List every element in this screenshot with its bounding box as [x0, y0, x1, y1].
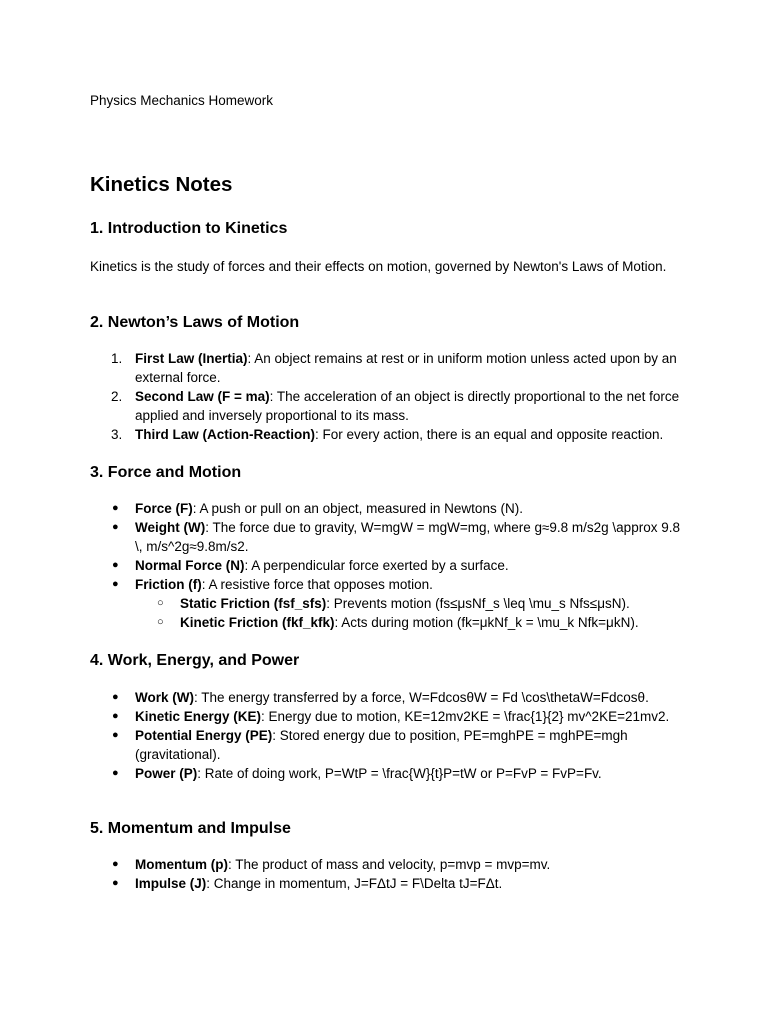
list-item-text: : A resistive force that opposes motion.	[201, 577, 433, 592]
hollow-bullet-icon: ○	[157, 597, 164, 609]
list-item	[90, 575, 690, 594]
section-heading: 1. Introduction to Kinetics	[90, 220, 288, 237]
bullet-icon: ●	[112, 729, 119, 741]
list-item-term: Power (P)	[135, 766, 198, 781]
bullet-list	[90, 499, 690, 632]
list-item-text: : The product of mass and velocity, p=mvp = mvp=mv.	[227, 857, 551, 872]
bullet-icon: ●	[112, 578, 119, 590]
page-title: Kinetics Notes	[90, 173, 233, 196]
bullet-icon: ●	[112, 521, 119, 533]
document-header: Physics Mechanics Homework	[90, 93, 274, 108]
list-item-text: : Change in momentum, J=FΔtJ = F\Delta tJ=FΔt.	[206, 876, 503, 891]
list-item	[90, 349, 690, 387]
list-item	[90, 707, 690, 726]
bullet-icon: ●	[112, 858, 119, 870]
bullet-icon: ●	[112, 559, 119, 571]
list-item-term: First Law (Inertia)	[135, 351, 248, 366]
list-item	[90, 726, 690, 764]
list-item-term: Kinetic Energy (KE)	[135, 709, 262, 724]
list-item-term: Friction (f)	[135, 577, 202, 592]
list-item-term: Force (F)	[135, 501, 193, 516]
list-item	[90, 499, 690, 518]
list-item	[90, 518, 690, 556]
bullet-icon: ●	[112, 767, 119, 779]
section-work-energy-power	[90, 651, 690, 783]
list-item-term: Momentum (p)	[135, 857, 228, 872]
list-item-text: : A push or pull on an object, measured in Newtons (N).	[192, 501, 523, 516]
list-item-term: Work (W)	[135, 690, 194, 705]
list-item-term: Potential Energy (PE)	[135, 728, 273, 743]
list-item-term: Third Law (Action-Reaction)	[135, 427, 315, 442]
list-item	[90, 874, 690, 893]
list-item	[90, 764, 690, 783]
hollow-bullet-icon: ○	[157, 616, 164, 628]
section-paragraph: Kinetics is the study of forces and their effects on motion, governed by Newton's Laws of Motion.	[90, 259, 667, 274]
list-item-term: Second Law (F = ma)	[135, 389, 270, 404]
list-item-text: : The force due to gravity, W=mgW = mgW=mg, where g≈9.8 m/s2g \approx 9.8 \, m/s^2g≈9.8m/s2.	[135, 520, 680, 554]
list-item-term: Weight (W)	[135, 520, 206, 535]
bullet-icon: ●	[112, 710, 119, 722]
list-item	[90, 387, 690, 425]
list-item-text: : Energy due to motion, KE=12mv2KE = \frac{1}{2} mv^2KE=21mv2.	[261, 709, 670, 724]
list-item-text: : Prevents motion (fs≤μsNf_s \leq \mu_s Nfs≤μsN).	[326, 596, 630, 611]
bullet-icon: ●	[112, 502, 119, 514]
section-force-and-motion	[90, 463, 690, 632]
sub-list-item	[90, 594, 690, 613]
list-item-term: Static Friction (fsf_sfs)	[180, 596, 327, 611]
section-heading: 5. Momentum and Impulse	[90, 820, 291, 837]
section-newtons-laws	[90, 313, 690, 444]
list-item-text: : An object remains at rest or in uniform motion unless acted upon by an external force.	[135, 351, 677, 385]
list-item-text: : The acceleration of an object is directly proportional to the net force applied and inversely proportional to its mass.	[135, 389, 680, 423]
list-number: 1.	[111, 351, 123, 366]
list-item	[90, 688, 690, 707]
list-item	[90, 425, 690, 444]
bullet-list	[90, 855, 690, 893]
bullet-icon: ●	[112, 691, 119, 703]
numbered-list	[90, 349, 690, 444]
section-heading: 2. Newton’s Laws of Motion	[90, 314, 300, 331]
list-item-text: : For every action, there is an equal and opposite reaction.	[315, 427, 664, 442]
bullet-icon: ●	[112, 877, 119, 889]
list-item-text: : Stored energy due to position, PE=mghPE = mghPE=mgh (gravitational).	[135, 728, 628, 762]
list-item	[90, 855, 690, 874]
list-item-text: : Acts during motion (fk=μkNf_k = \mu_k Nfk=μkN).	[334, 615, 639, 630]
list-item-text: : A perpendicular force exerted by a surface.	[244, 558, 509, 573]
section-heading: 4. Work, Energy, and Power	[90, 652, 300, 669]
section-momentum-impulse	[90, 819, 690, 893]
list-number: 2.	[111, 389, 123, 404]
list-number: 3.	[111, 427, 123, 442]
list-item	[90, 556, 690, 575]
sub-list-item	[90, 613, 690, 632]
bullet-list	[90, 688, 690, 783]
list-item-term: Normal Force (N)	[135, 558, 245, 573]
section-heading: 3. Force and Motion	[90, 464, 242, 481]
list-item-text: : The energy transferred by a force, W=FdcosθW = Fd \cos\thetaW=Fdcosθ.	[194, 690, 649, 705]
list-item-term: Kinetic Friction (fkf_kfk)	[180, 615, 335, 630]
section-introduction	[90, 219, 690, 276]
list-item-term: Impulse (J)	[135, 876, 207, 891]
list-item-text: : Rate of doing work, P=WtP = \frac{W}{t}P=tW or P=FvP = FvP=Fv.	[197, 766, 602, 781]
